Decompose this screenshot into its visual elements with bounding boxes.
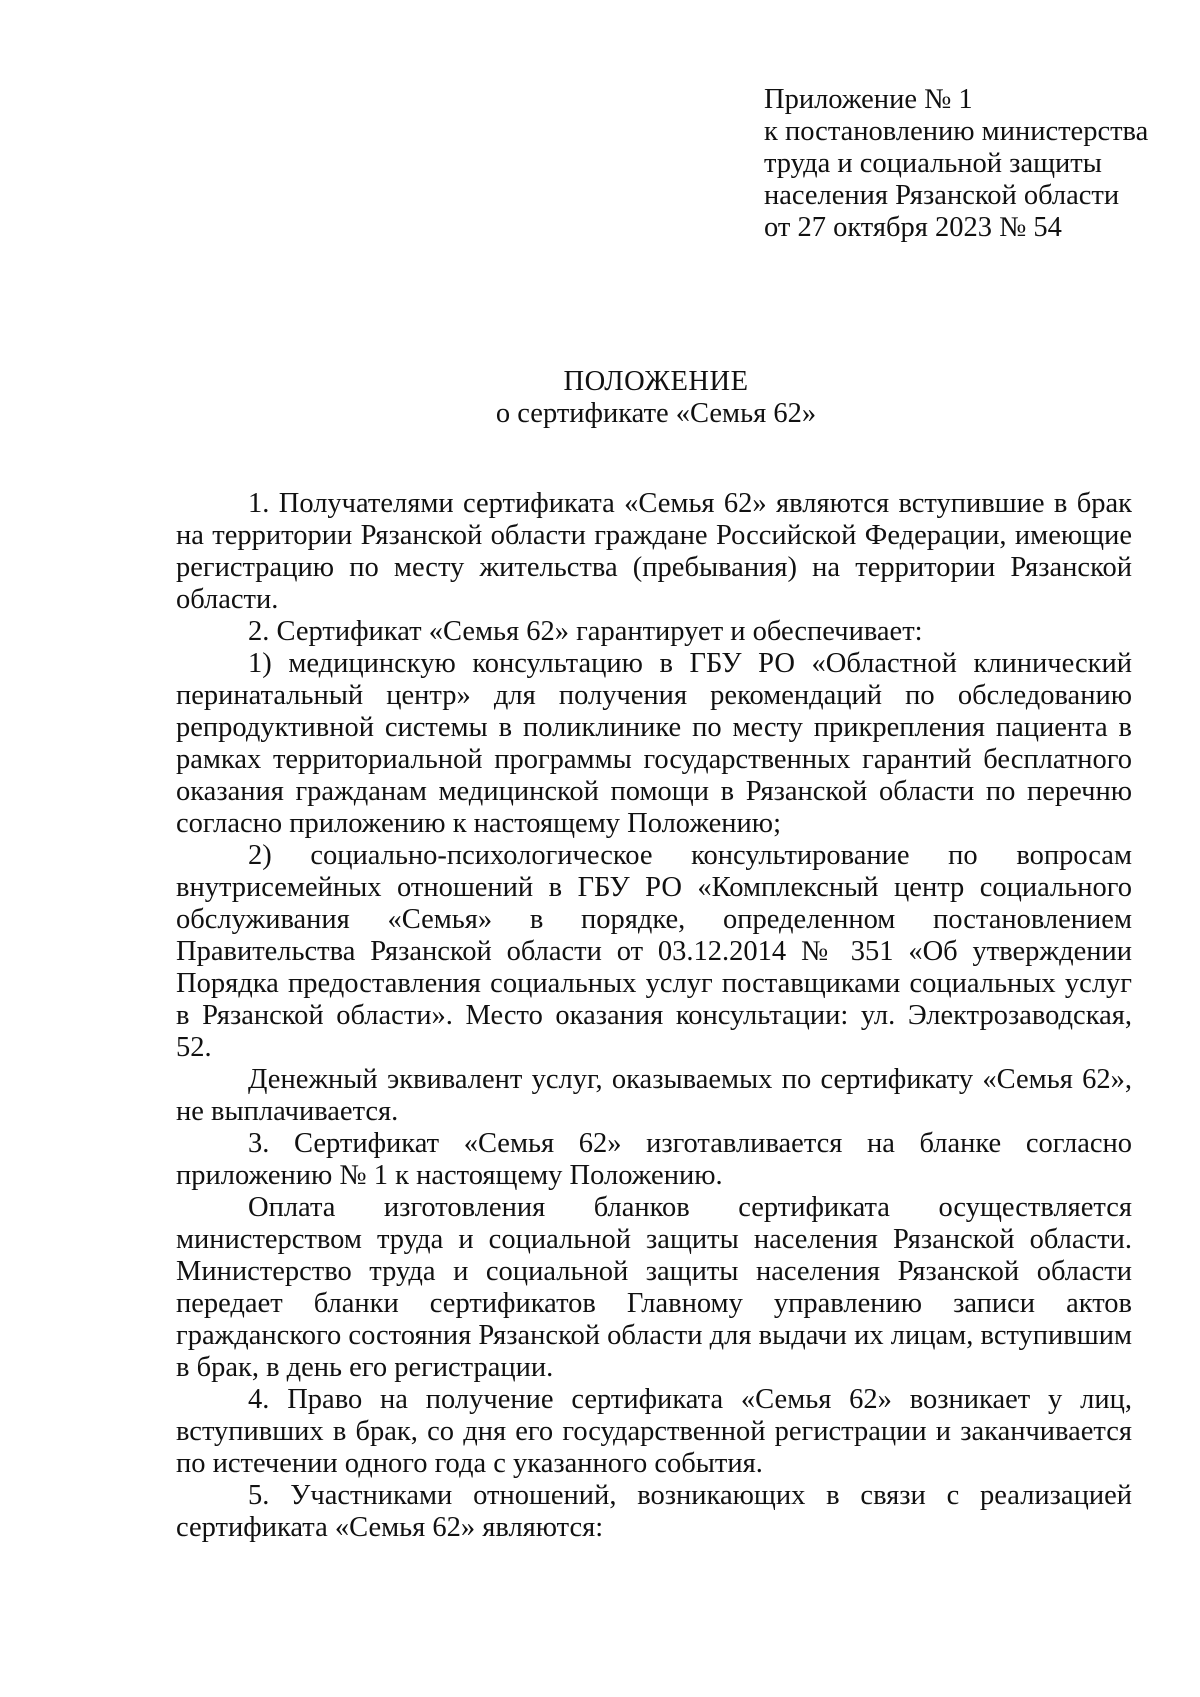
document-title: ПОЛОЖЕНИЕ bbox=[563, 366, 749, 397]
appendix-block bbox=[764, 84, 1164, 244]
appendix-date: от 27 октября 2023 № 54 bbox=[764, 212, 1062, 243]
paragraph-certificate-form: 3. Сертификат «Семья 62» изготавливается на бланке согласно приложению № 1 к настоящему Положению. bbox=[176, 1128, 1132, 1191]
document-subtitle: о сертификате «Семья 62» bbox=[495, 398, 817, 429]
paragraph-blank-payment: Оплата изготовления бланков сертификата осуществляется министерством труда и социальной защиты населения Рязанской области. Министерство труда и социальной защиты населения Рязанской области передает бланки сертификатов Главному управлению записи актов гражданского состояния Рязанской области для выдачи их лицам, вступившим в брак, в день его регистрации. bbox=[176, 1192, 1132, 1383]
paragraph-right-to-receive: 4. Право на получение сертификата «Семья 62» возникает у лиц, вступивших в брак, со дня его государственной регистрации и заканчивается по истечении одного года с указанного события. bbox=[176, 1384, 1132, 1479]
document-heading bbox=[176, 366, 1136, 430]
appendix-ministry: труда и социальной защиты bbox=[764, 148, 1102, 179]
document-body bbox=[176, 488, 1132, 1544]
paragraph-no-cash-equivalent: Денежный эквивалент услуг, оказываемых по сертификату «Семья 62», не выплачивается. bbox=[176, 1064, 1132, 1127]
paragraph-medical-consultation: 1) медицинскую консультацию в ГБУ РО «Областной клинический перинатальный центр» для получения рекомендаций по обследованию репродуктивной системы в поликлинике по месту прикрепления пациента в рамках территориальной программы государственных гарантий бесплатного оказания гражданам медицинской помощи в Рязанской области по перечню согласно приложению к настоящему Положению; bbox=[176, 648, 1132, 839]
appendix-region: населения Рязанской области bbox=[764, 180, 1120, 211]
appendix-number: Приложение № 1 bbox=[764, 84, 973, 115]
paragraph-psychological-consultation: 2) социально-психологическое консультирование по вопросам внутрисемейных отношений в ГБУ РО «Комплексный центр социального обслуживания «Семья» в порядке, определенном постановлением Правительства Рязанской области от 03.12.2014 № 351 «Об утверждении Порядка предоставления социальных услуг поставщиками социальных услуг в Рязанской области». Место оказания консультации: ул. Электрозаводская, 52. bbox=[176, 840, 1132, 1063]
paragraph-participants: 5. Участниками отношений, возникающих в связи с реализацией сертификата «Семья 62» являются: bbox=[176, 1480, 1132, 1543]
paragraph-recipients: 1. Получателями сертификата «Семья 62» являются вступившие в брак на территории Рязанской области граждане Российской Федерации, имеющие регистрацию по месту жительства (пребывания) на территории Рязанской области. bbox=[176, 488, 1132, 615]
appendix-reference: к постановлению министерства bbox=[764, 116, 1149, 147]
paragraph-guarantees: 2. Сертификат «Семья 62» гарантирует и обеспечивает: bbox=[248, 616, 923, 647]
